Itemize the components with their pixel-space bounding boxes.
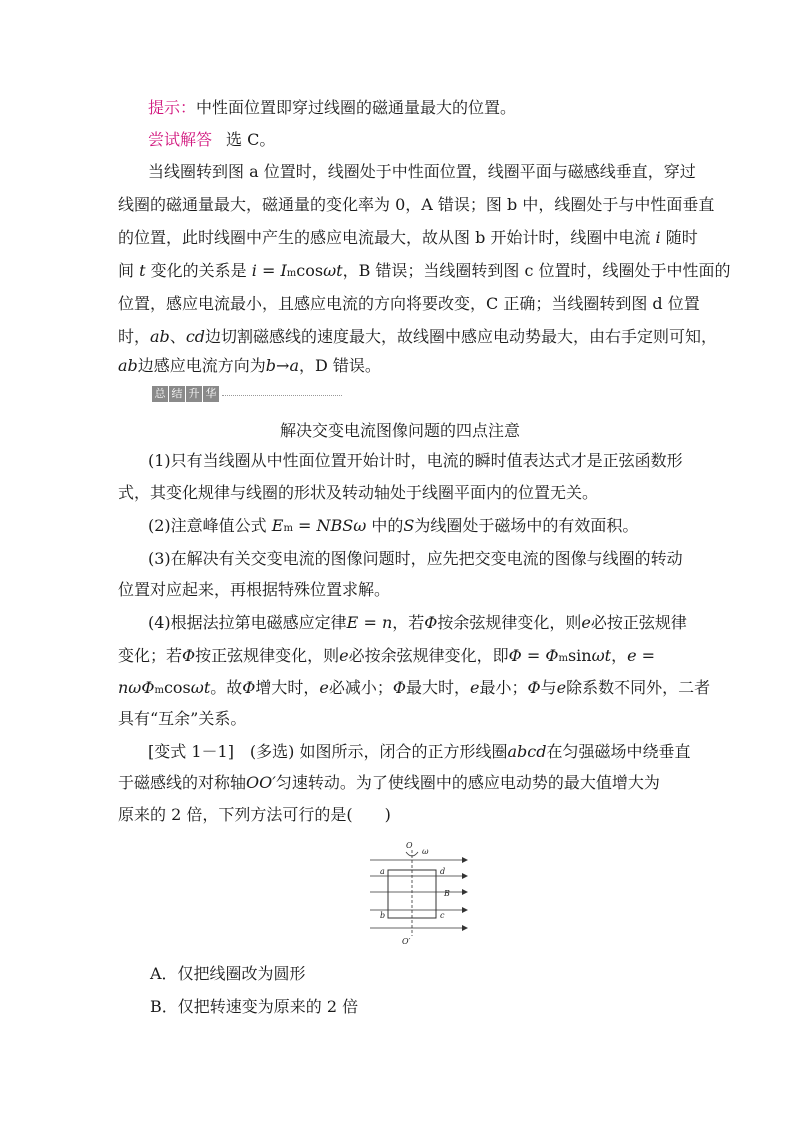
coil-figure	[366, 838, 476, 948]
math-sub: m	[286, 268, 297, 279]
solution-line-5: 位置，感应电流最小，且感应电流的方向将要改变，C 正确；当线圈转到图 d 位置	[118, 294, 700, 313]
math-var: Φ	[182, 646, 196, 665]
point-text: 必减小；	[328, 678, 393, 697]
math-var: OO′	[246, 773, 276, 792]
question-line-3: 原来的 2 倍，下列方法可行的是( )	[118, 805, 391, 824]
solution-text: 、	[169, 327, 186, 346]
math-op: =	[256, 261, 281, 280]
point-text: 除系数不同外，二者	[566, 678, 711, 697]
math-var: Φ	[392, 678, 407, 697]
math-var: ωt	[323, 261, 343, 280]
point-text: 变化；若	[118, 646, 183, 665]
solution-text: 间	[118, 261, 135, 280]
math-op: =	[636, 646, 656, 665]
arrow-icon	[462, 907, 468, 913]
point-text: (2)注意峰值公式	[148, 516, 267, 535]
arrow-icon	[462, 925, 468, 931]
math-var: Φ	[545, 646, 559, 665]
question-text: 于磁感线的对称轴	[118, 773, 247, 792]
point-1-line-2: 式，其变化规律与线圈的形状及转动轴处于线圈平面内的位置无关。	[118, 483, 599, 502]
question-text: 匀速转动。为了使线圈中的感应电动势的最大值增大为	[275, 773, 660, 792]
point-text: 中的	[371, 516, 404, 535]
option-b: B．仅把转速变为原来的 2 倍	[150, 997, 359, 1016]
label-d: d	[440, 867, 446, 876]
solution-line-7	[118, 356, 698, 376]
math-sub: m	[558, 653, 568, 664]
solution-line-1: 当线圈转到图 a 位置时，线圈处于中性面位置，线圈平面与磁感线垂直，穿过	[148, 162, 696, 181]
point-4-line-2	[118, 646, 698, 669]
math-var: cd	[185, 327, 206, 346]
math-sub: m	[283, 523, 293, 534]
badge-char: 华	[203, 386, 219, 402]
math-var: E	[346, 613, 359, 632]
math-var: ab	[150, 327, 170, 346]
math-var: Φ	[242, 678, 256, 697]
arrow-icon	[462, 873, 468, 879]
math-var: ωt	[190, 678, 211, 697]
point-2-line	[148, 516, 728, 539]
arrow-icon	[462, 889, 468, 895]
math-var: Φ	[527, 678, 541, 697]
badge-divider	[222, 395, 342, 396]
math-var: e	[470, 678, 480, 697]
point-4-line-4: 具有“互余”关系。	[118, 709, 247, 728]
solution-text: 随时	[665, 228, 698, 247]
math-var: i	[655, 228, 661, 247]
solution-line-2: 线圈的磁通量最大，磁通量的变化率为 0，A 错误；图 b 中，线圈处于与中性面垂直	[118, 195, 715, 214]
section-title: 解决交变电流图像问题的四点注意	[279, 421, 520, 440]
point-3-line-1: (3)在解决有关交变电流的图像问题时，应先把交变电流的图像与线圈的转动	[148, 549, 683, 568]
math-var: ωt	[591, 646, 612, 665]
question-line-1	[148, 742, 728, 762]
point-text: 增大时，	[255, 678, 320, 697]
solution-text: ，D 错误。	[299, 356, 381, 375]
point-text: 必按正弦规律	[590, 613, 687, 632]
math-var: S	[403, 516, 415, 535]
point-text: 按余弦规律变化，则	[437, 613, 582, 632]
math-op: =	[358, 613, 382, 632]
arrow-icon	[462, 857, 468, 863]
badge-char: 总	[152, 386, 168, 402]
solution-text: 变化的关系是	[150, 261, 247, 280]
point-1-line-1: (1)只有当线圈从中性面位置开始计时，电流的瞬时值表达式才是正弦函数形	[148, 451, 683, 470]
point-text: ，	[611, 646, 628, 665]
math-var: e	[627, 646, 637, 665]
math-var: a	[289, 356, 299, 375]
math-var: t	[139, 261, 146, 280]
math-var: abcd	[507, 742, 547, 761]
math-sub: m	[154, 685, 164, 696]
label-c: c	[440, 911, 445, 920]
option-a: A．仅把线圈改为圆形	[150, 964, 306, 983]
math-var: i	[251, 261, 257, 280]
solution-text: ，B 错误；当线圈转到图 c 位置时，线圈处于中性面的	[342, 261, 731, 280]
math-var: n	[381, 613, 393, 632]
solution-text: 的位置，此时线圈中产生的感应电流最大，故从图 b 开始计时，线圈中电流	[118, 228, 651, 247]
math-var: ab	[118, 356, 138, 375]
attempt-line	[148, 130, 728, 150]
badge-char: 结	[169, 386, 185, 402]
point-text: 必按余弦规律变化，即	[348, 646, 509, 665]
math-var: e	[339, 646, 349, 665]
math-fn: sin	[567, 646, 592, 665]
math-var: nωΦ	[118, 678, 155, 697]
point-3-line-2: 位置对应起来，再根据特殊位置求解。	[118, 580, 391, 599]
point-text: 按正弦规律变化，则	[195, 646, 340, 665]
point-text: 。故	[210, 678, 243, 697]
solution-line-3	[118, 228, 698, 248]
math-var: Φ	[424, 613, 438, 632]
math-var: e	[556, 678, 567, 697]
point-4-line-1	[148, 613, 728, 633]
attempt-text: 选 C。	[226, 130, 276, 149]
label-omega: ω	[422, 847, 429, 856]
point-text: 为线圈处于磁场中的有效面积。	[414, 516, 639, 535]
math-op: =	[521, 646, 546, 665]
summary-badge	[152, 386, 219, 402]
question-line-2	[118, 773, 698, 793]
label-O-top: O	[406, 841, 413, 850]
label-B: B	[444, 889, 450, 898]
solution-line-4	[118, 261, 731, 284]
hint-line	[148, 98, 728, 118]
hint-text: 中性面位置即穿过线圈的磁通量最大的位置。	[196, 98, 517, 117]
solution-line-6	[118, 327, 718, 347]
arrow-icon: →	[276, 356, 290, 375]
math-var: NBSω	[316, 516, 367, 535]
point-text: 最小；	[479, 678, 528, 697]
math-var: Φ	[508, 646, 522, 665]
point-text: ，若	[392, 613, 425, 632]
point-4-line-3	[118, 678, 711, 701]
point-text: 与	[540, 678, 557, 697]
math-fn: cos	[296, 261, 324, 280]
solution-text: 时，	[118, 327, 151, 346]
label-b: b	[380, 911, 386, 920]
math-var: E	[271, 516, 284, 535]
point-text: 最大时，	[406, 678, 471, 697]
label-O-bottom: O′	[402, 937, 411, 946]
label-a: a	[380, 867, 385, 876]
hint-label: 提示：	[148, 98, 197, 117]
point-text: (4)根据法拉第电磁感应定律	[148, 613, 347, 632]
solution-text: 边切割磁感线的速度最大，故线圈中感应电动势最大，由右手定则可知，	[205, 327, 718, 346]
question-text: 在匀强磁场中绕垂直	[546, 742, 691, 761]
question-text: [变式 1－1] (多选) 如图所示，闭合的正方形线圈	[148, 742, 508, 761]
math-var: b	[265, 356, 277, 375]
math-fn: cos	[163, 678, 191, 697]
badge-char: 升	[186, 386, 202, 402]
solution-text: 边感应电流方向为	[137, 356, 266, 375]
math-var: e	[581, 613, 591, 632]
math-op: =	[292, 516, 317, 535]
attempt-label: 尝试解答	[148, 130, 213, 149]
math-var: e	[319, 678, 329, 697]
math-var: I	[280, 261, 287, 280]
